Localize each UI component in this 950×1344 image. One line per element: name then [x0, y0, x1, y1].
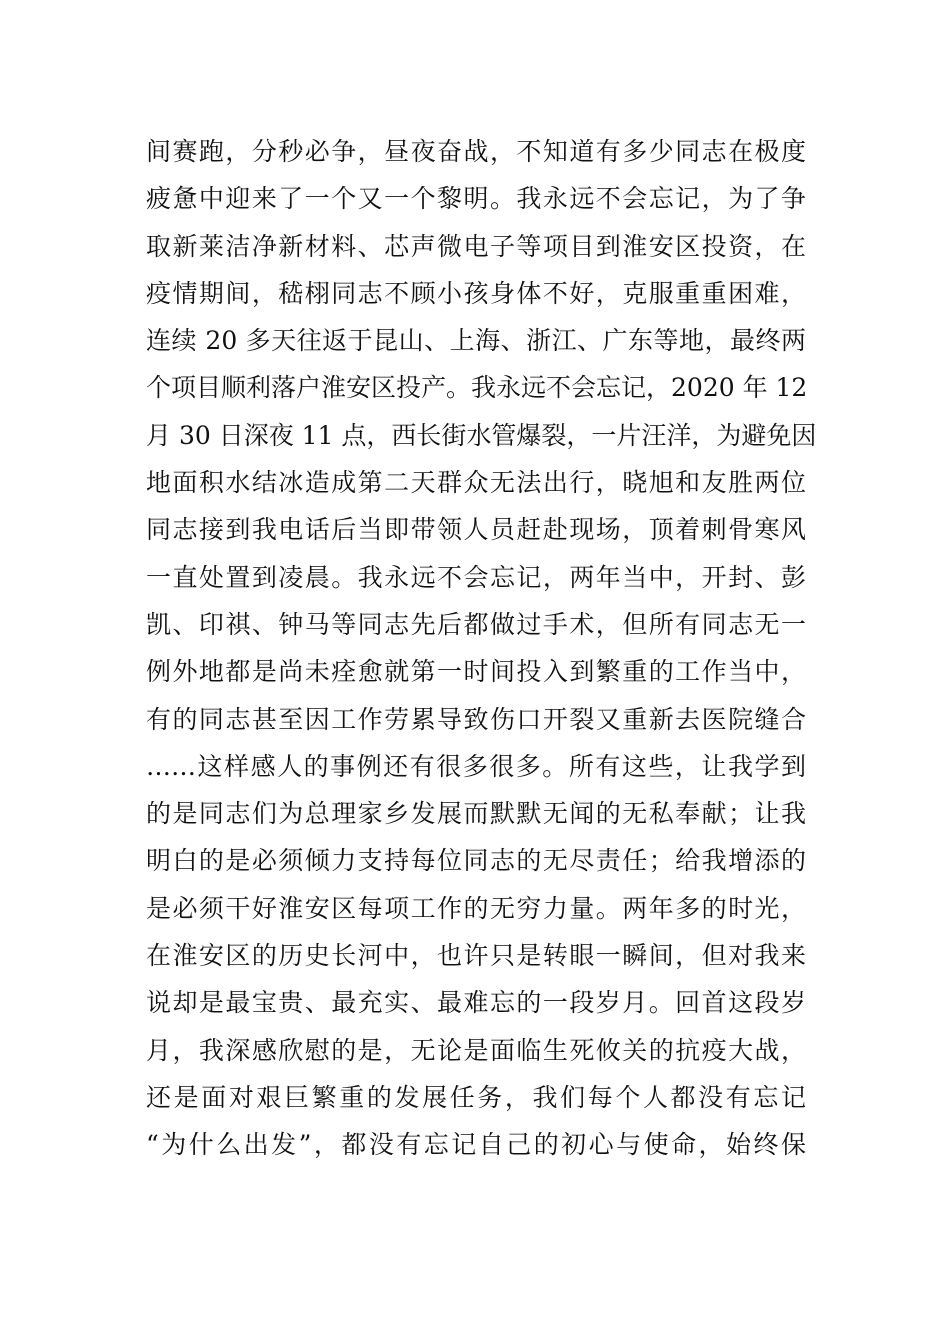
text-line: 地面积水结冰造成第二天群众无法出行，晓旭和友胜两位: [146, 468, 806, 498]
text-line: 在淮安区的历史长河中，也许只是转眼一瞬间，但对我来: [146, 941, 806, 971]
text-line: 同志接到我电话后当即带领人员赶赴现场，顶着刺骨寒风: [146, 515, 806, 545]
text-line: 取新莱洁净新材料、芯声微电子等项目到淮安区投资，在: [146, 231, 806, 261]
text-line: 是必须干好淮安区每项工作的无穷力量。两年多的时光，: [146, 893, 806, 923]
text-line: 例外地都是尚未痊愈就第一时间投入到繁重的工作当中，: [146, 657, 806, 687]
text-line: 说却是最宝贵、最充实、最难忘的一段岁月。回首这段岁: [146, 988, 806, 1018]
text-line: ……这样感人的事例还有很多很多。所有这些，让我学到: [146, 751, 806, 781]
text-line: 疲惫中迎来了一个又一个黎明。我永远不会忘记，为了争: [146, 184, 806, 214]
text-line: 还是面对艰巨繁重的发展任务，我们每个人都没有忘记: [146, 1082, 806, 1112]
text-line: 间赛跑，分秒必争，昼夜奋战，不知道有多少同志在极度: [146, 137, 806, 166]
text-line: 月 30 日深夜 11 点，西长街水管爆裂，一片汪洋，为避免因: [146, 420, 817, 450]
body-text: [146, 128, 817, 1169]
text-line: 疫情期间，嵇栩同志不顾小孩身体不好，克服重重困难，: [146, 278, 806, 308]
text-line: 有的同志甚至因工作劳累导致伤口开裂又重新去医院缝合: [146, 704, 806, 734]
text-line: 连续 20 多天往返于昆山、上海、浙江、广东等地，最终两: [146, 326, 806, 356]
text-line: 个项目顺利落户淮安区投产。我永远不会忘记，2020 年 12: [146, 373, 808, 403]
text-line: 的是同志们为总理家乡发展而默默无闻的无私奉献；让我: [146, 799, 806, 829]
text-line: “为什么出发”，都没有忘记自己的初心与使命，始终保: [146, 1130, 806, 1160]
text-line: 明白的是必须倾力支持每位同志的无尽责任；给我增添的: [146, 846, 806, 876]
text-line: 凯、印祺、钟马等同志先后都做过手术，但所有同志无一: [146, 609, 806, 639]
text-line: 月，我深感欣慰的是，无论是面临生死攸关的抗疫大战，: [146, 1035, 806, 1065]
text-line: 一直处置到凌晨。我永远不会忘记，两年当中，开封、彭: [146, 562, 806, 592]
